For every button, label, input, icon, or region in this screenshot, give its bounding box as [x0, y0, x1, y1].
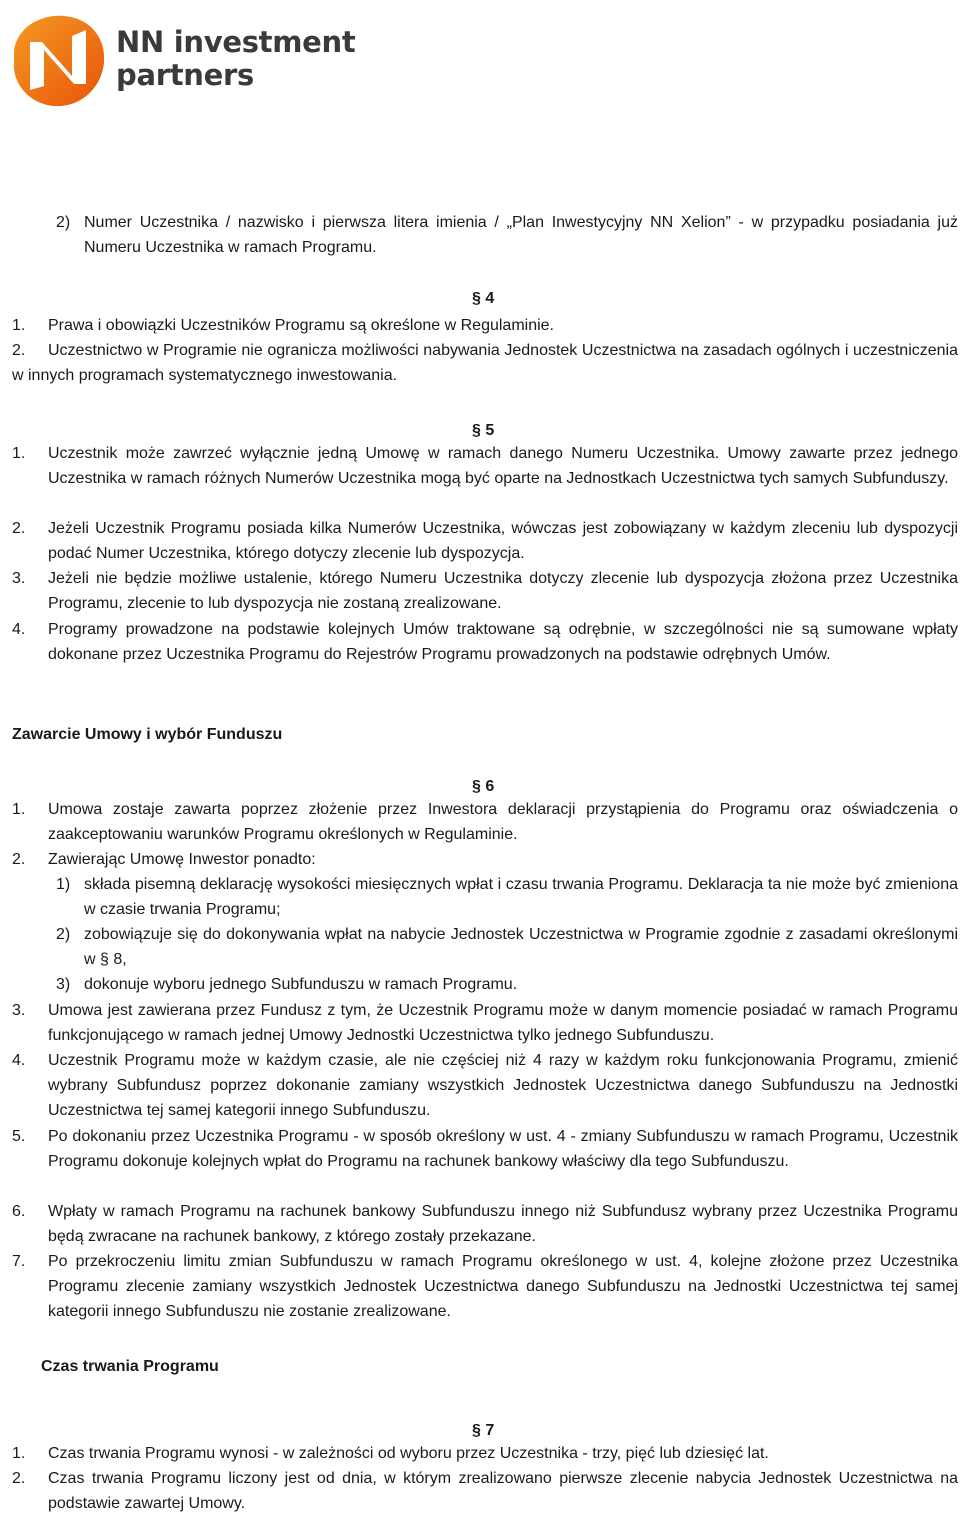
- sublist-number: 3): [56, 976, 71, 993]
- list-item: Uczestnictwo w Programie nie ogranicza możliwości nabywania Jednostek Uczestnictwa na zasadach ogólnych i uczestniczenia w innych programach systematycznego inwestowania.: [12, 342, 958, 384]
- list-item: Programy prowadzone na podstawie kolejnych Umów traktowane są odrębnie, w szczególności nie są sumowane wpłaty dokonane przez Uczestnika Programu do Rejestrów Programu prowadzonych na podstawie odrębnych Umów.: [48, 621, 958, 663]
- list-number: 2): [56, 214, 71, 231]
- list-item: Jeżeli nie będzie możliwe ustalenie, którego Numeru Uczestnika dotyczy zlecenie lub dyspozycja złożona przez Uczestnika Programu, zlecenie to lub dyspozycja nie zostaną zrealizowane.: [48, 570, 958, 612]
- section-heading-4: § 4: [472, 290, 495, 307]
- sublist-item: dokonuje wyboru jednego Subfunduszu w ramach Programu.: [84, 976, 518, 993]
- list-item: Po dokonaniu przez Uczestnika Programu - w sposób określony w ust. 4 - zmiany Subfunduszu w ramach Programu, Uczestnik Programu dokonuje kolejnych wpłat do Programu na rachunek bankowy właściwy dla tego Subfunduszu.: [48, 1128, 958, 1170]
- list-item: Uczestnik może zawrzeć wyłącznie jedną Umowę w ramach danego Numeru Uczestnika. Umowy zawarte przez jednego Uczestnika w ramach różnych Numerów Uczestnika mogą być oparte na Jednostkach Uczestnictwa tych samych Subfunduszy.: [48, 445, 958, 487]
- logo-line-1: NN investment: [116, 25, 356, 59]
- section-heading-6: § 6: [472, 778, 495, 795]
- list-item: Umowa jest zawierana przez Fundusz z tym, że Uczestnik Programu może w danym momencie posiadać w ramach Programu funkcjonującego w ramach jednej Umowy Jednostki Uczestnictwa tylko jednego Subfunduszu.: [48, 1002, 958, 1044]
- logo-line-2: partners: [116, 58, 254, 92]
- section-heading-5: § 5: [472, 422, 495, 439]
- list-number: 3.: [12, 1002, 26, 1019]
- list-number: 1.: [12, 445, 26, 462]
- list-number: 1.: [12, 1445, 26, 1462]
- list-item: Czas trwania Programu liczony jest od dnia, w którym zrealizowano pierwsze zlecenie nabycia Jednostek Uczestnictwa na podstawie zawartej Umowy.: [48, 1470, 958, 1512]
- list-item: Prawa i obowiązki Uczestników Programu są określone w Regulaminie.: [48, 317, 554, 334]
- list-number: 2.: [12, 851, 26, 868]
- heading-zawarcie-umowy: Zawarcie Umowy i wybór Funduszu: [12, 726, 283, 743]
- list-number: 1.: [12, 317, 26, 334]
- list-item: Wpłaty w ramach Programu na rachunek bankowy Subfunduszu innego niż Subfundusz wybrany przez Uczestnika Programu będą zwracane na rachunek bankowy, z którego zostały przekazane.: [48, 1203, 958, 1245]
- list-number: 2.: [12, 1470, 26, 1487]
- list-item: Czas trwania Programu wynosi - w zależności od wyboru przez Uczestnika - trzy, pięć lub dziesięć lat.: [48, 1445, 769, 1462]
- list-item: Zawierając Umowę Inwestor ponadto:: [48, 851, 316, 868]
- nn-logo-mark-icon: [8, 12, 108, 110]
- list-number: 4.: [12, 1052, 26, 1069]
- list-number: 5.: [12, 1128, 26, 1145]
- list-item: Umowa zostaje zawarta poprzez złożenie przez Inwestora deklaracji przystąpienia do Programu oraz oświadczenia o zaakceptowaniu warunków Programu określonych w Regulaminie.: [48, 801, 958, 843]
- sublist-item: składa pisemną deklarację wysokości miesięcznych wpłat i czasu trwania Programu. Deklaracja ta nie może być zmieniona w czasie trwania Programu;: [84, 876, 958, 918]
- list-number: 2.: [12, 520, 26, 537]
- section-heading-7: § 7: [472, 1422, 495, 1439]
- heading-czas-trwania: Czas trwania Programu: [41, 1358, 219, 1375]
- list-number: 3.: [12, 570, 26, 587]
- sublist-number: 1): [56, 876, 71, 893]
- list-number: 7.: [12, 1253, 26, 1270]
- list-number: 1.: [12, 801, 26, 818]
- sublist-item: zobowiązuje się do dokonywania wpłat na nabycie Jednostek Uczestnictwa w Programie zgodnie z zasadami określonymi w § 8,: [84, 926, 958, 968]
- list-number: 6.: [12, 1203, 26, 1220]
- list-number: 4.: [12, 621, 26, 638]
- list-number: 2.: [12, 342, 26, 359]
- list-item: Po przekroczeniu limitu zmian Subfunduszu w ramach Programu określonego w ust. 4, kolejne złożone przez Uczestnika Programu zlecenie zamiany wszystkich Jednostek Uczestnictwa danego Subfunduszu na Jednostki Uczestnictwa tej samej kategorii innego Subfunduszu nie zostanie zrealizowane.: [48, 1253, 958, 1320]
- list-item: Uczestnik Programu może w każdym czasie, ale nie częściej niż 4 razy w każdym roku funkcjonowania Programu, zmienić wybrany Subfundusz poprzez dokonanie zamiany wszystkich Jednostek Uczestnictwa danego Subfunduszu na Jednostki Uczestnictwa tej samej kategorii innego Subfunduszu.: [48, 1052, 958, 1119]
- sublist-number: 2): [56, 926, 71, 943]
- paragraph: Numer Uczestnika / nazwisko i pierwsza litera imienia / „Plan Inwestycyjny NN Xelion” - w przypadku posiadania już Numeru Uczestnika w ramach Programu.: [84, 214, 958, 256]
- list-item: Jeżeli Uczestnik Programu posiada kilka Numerów Uczestnika, wówczas jest zobowiązany w każdym zleceniu lub dyspozycji podać Numer Uczestnika, którego dotyczy zlecenie lub dyspozycja.: [48, 520, 958, 562]
- logo-wordmark: [116, 26, 355, 92]
